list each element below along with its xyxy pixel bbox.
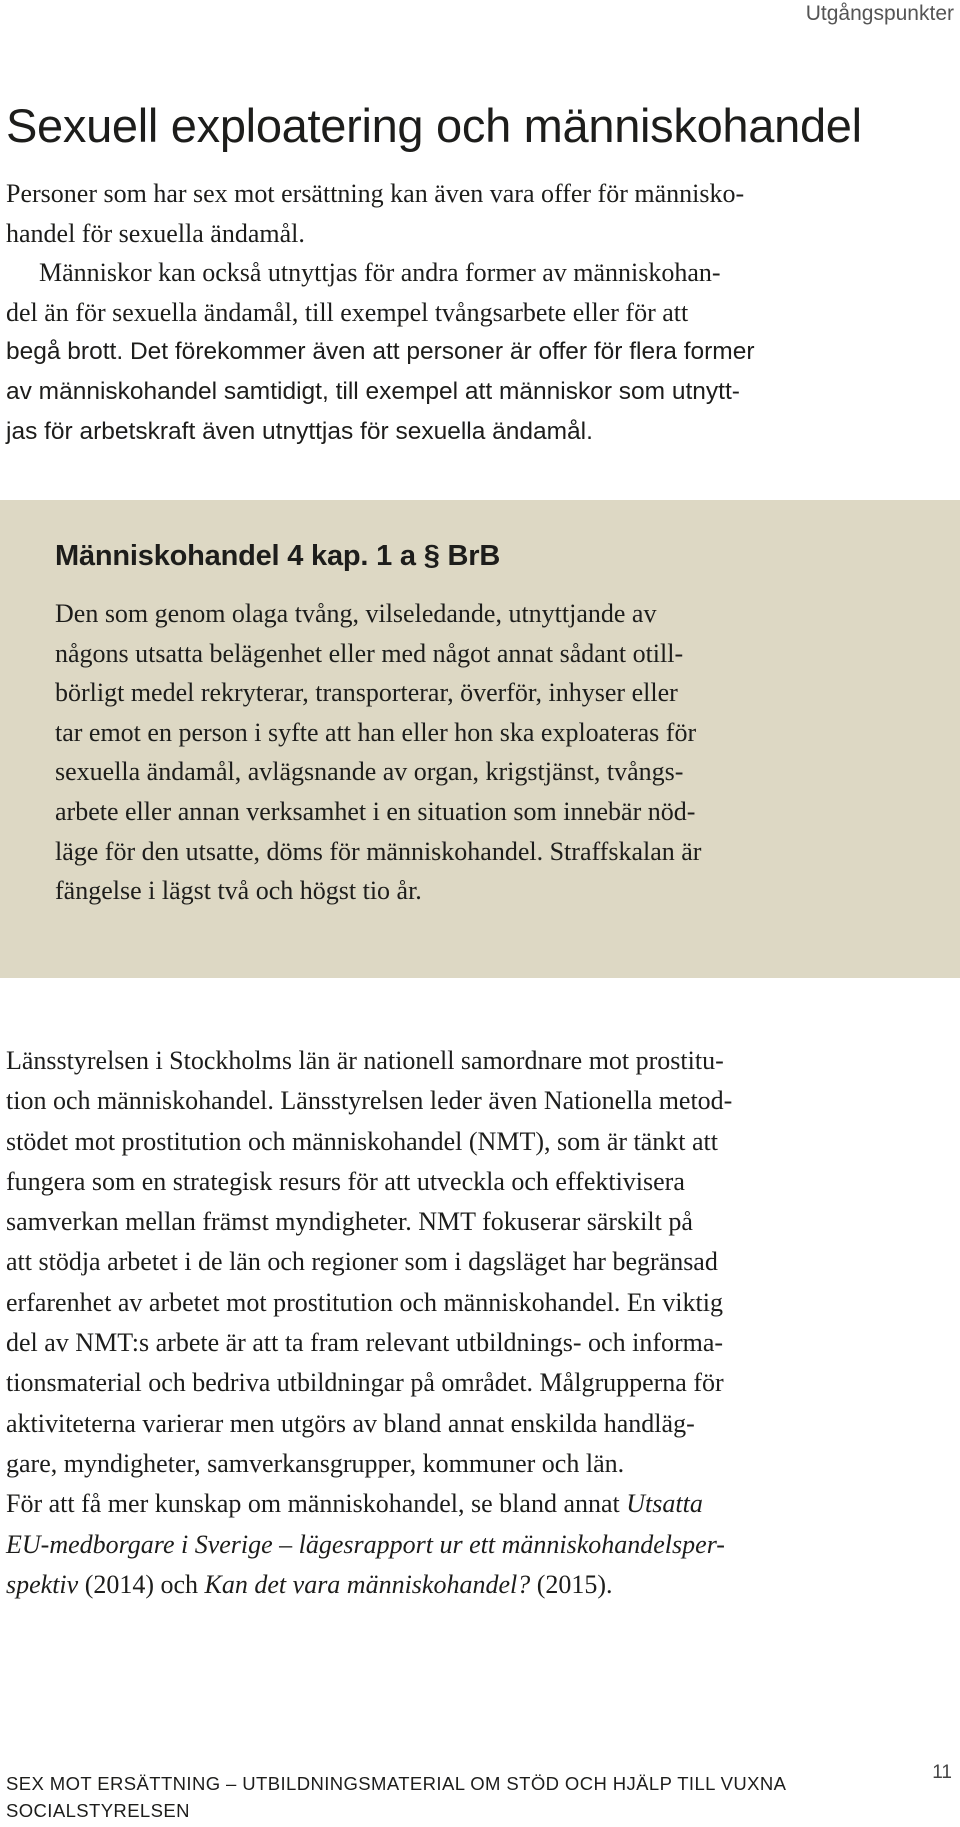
body-line: aktiviteterna varierar men utgörs av bland annat enskilda handläg-: [6, 1408, 695, 1438]
body-line: erfarenhet av arbetet mot prostitution och människohandel. En viktig: [6, 1287, 723, 1317]
body-line: gare, myndigheter, samverkansgrupper, kommuner och län.: [6, 1448, 625, 1478]
body-line: tionsmaterial och bedriva utbildningar på området. Målgrupperna för: [6, 1368, 724, 1398]
law-line: arbete eller annan verksamhet i en situation som innebär nöd-: [55, 796, 696, 826]
reference-text: (2015).: [530, 1569, 613, 1599]
law-line: tar emot en person i syfte att han eller hon ska exploateras för: [55, 717, 697, 747]
body-line: Länsstyrelsen i Stockholms län är nationell samordnare mot prostitu-: [6, 1046, 724, 1075]
reference-line: [6, 1484, 956, 1524]
intro-line: Människor kan också utnyttjas för andra former av människohan-: [39, 258, 721, 288]
page-number: 11: [932, 1762, 952, 1783]
publication-title: Utsatta: [626, 1489, 703, 1519]
page-title: Sexuell exploatering och människohandel: [6, 99, 862, 152]
intro-line: av människohandel samtidigt, till exempel att människor som utnytt-: [6, 377, 740, 405]
intro-line: Personer som har sex mot ersättning kan även vara offer för människo-: [6, 179, 745, 208]
reference-text: (2014) och: [78, 1569, 205, 1599]
law-box-title: Människohandel 4 kap. 1 a § BrB: [55, 540, 501, 572]
law-quote-box: [0, 500, 960, 978]
intro-text: [6, 174, 956, 451]
body-line: fungera som en strategisk resurs för att utveckla och effektivisera: [6, 1166, 685, 1196]
intro-line: del än för sexuella ändamål, till exempel tvångsarbete eller för att: [6, 297, 689, 327]
intro-line: handel för sexuella ändamål.: [6, 218, 305, 248]
publication-title: Kan det vara människohandel?: [204, 1569, 531, 1599]
reference-line: [6, 1525, 956, 1565]
footer-document-title: SEX MOT ERSÄTTNING – UTBILDNINGSMATERIAL OM STÖD OCH HJÄLP TILL VUXNA: [6, 1773, 787, 1794]
running-header: Utgångspunkter: [805, 2, 954, 25]
law-box-text: [55, 594, 935, 911]
footer-organization: SOCIALSTYRELSEN: [6, 1800, 190, 1821]
body-text: [6, 1041, 956, 1605]
law-line: fängelse i lägst två och högst tio år.: [55, 876, 422, 906]
law-line: någons utsatta belägenhet eller med något annat sådant otill-: [55, 638, 684, 668]
body-line: del av NMT:s arbete är att ta fram relevant utbildnings- och informa-: [6, 1328, 724, 1358]
reference-line: [6, 1565, 956, 1605]
law-line: börligt medel rekryterar, transporterar, överför, inhyser eller: [55, 678, 678, 708]
intro-line: jas för arbetskraft även utnyttjas för sexuella ändamål.: [6, 417, 593, 445]
law-line: läge för den utsatte, döms för människohandel. Straffskalan är: [55, 836, 702, 866]
law-line: Den som genom olaga tvång, vilseledande, utnyttjande av: [55, 599, 657, 628]
law-line: sexuella ändamål, avlägsnande av organ, krigstjänst, tvångs-: [55, 757, 684, 787]
body-line: samverkan mellan främst myndigheter. NMT fokuserar särskilt på: [6, 1207, 693, 1237]
intro-line: begå brott. Det förekommer även att personer är offer för flera former: [6, 338, 755, 366]
body-line: att stödja arbetet i de län och regioner som i dagsläget har begränsad: [6, 1247, 718, 1277]
body-line: tion och människohandel. Länsstyrelsen leder även Nationella metod-: [6, 1086, 733, 1116]
publication-title: EU-medborgare i Sverige – lägesrapport ur ett människohandelsper-: [6, 1529, 725, 1559]
publication-title: spektiv: [6, 1569, 79, 1599]
reference-text: För att få mer kunskap om människohandel, se bland annat: [6, 1489, 627, 1519]
body-line: stödet mot prostitution och människohandel (NMT), som är tänkt att: [6, 1126, 719, 1156]
